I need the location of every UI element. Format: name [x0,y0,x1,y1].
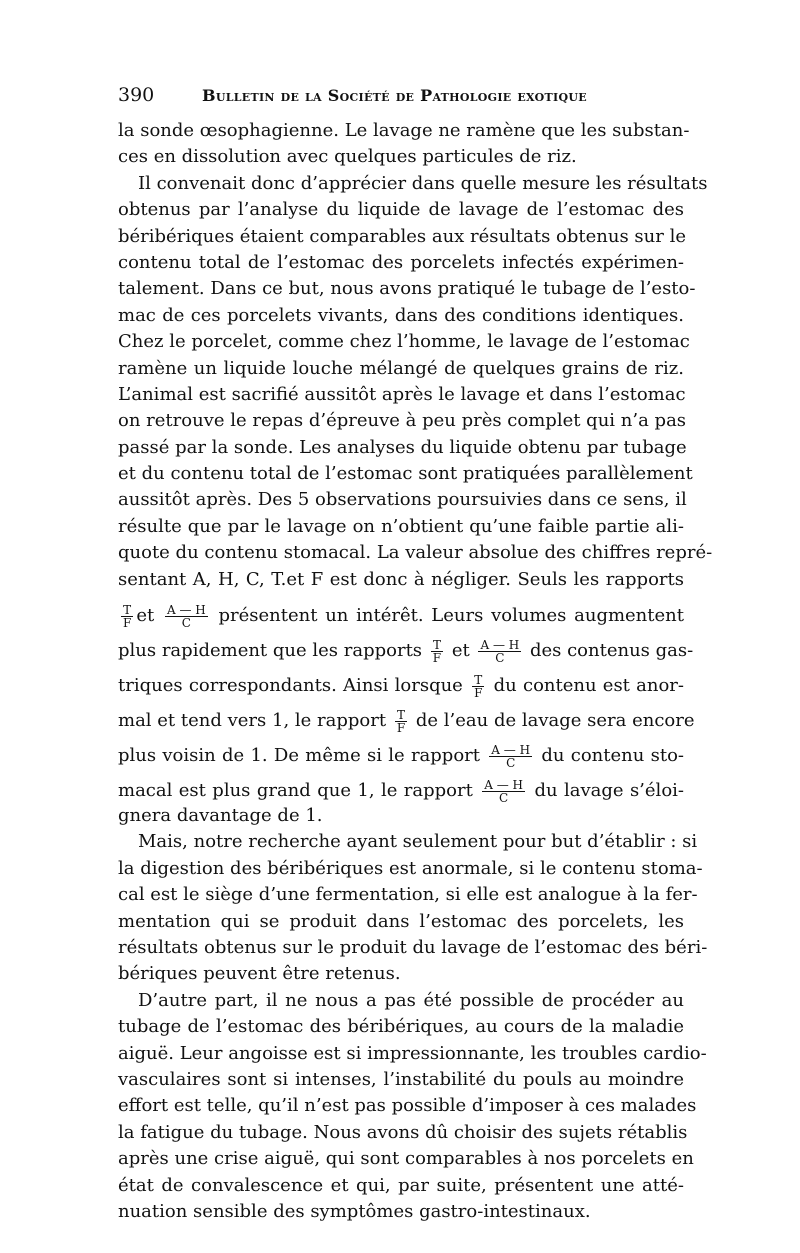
text-line: bériques peuvent être retenus. [118,963,401,985]
text-line: tubage de l’estomac des béribériques, au cours de la maladie [118,1016,684,1038]
text-line: résultats obtenus sur le produit du lavage de l’estomac des béri- [118,936,708,958]
text-line: aiguë. Leur angoisse est si impressionnante, les troubles cardio- [118,1042,707,1064]
text-line: gnera davantage de 1. [118,805,323,827]
page-number: 390 [118,84,155,106]
text-line: état de convalescence et qui, par suite, présentent une atté- [118,1174,684,1196]
text-line: et du contenu total de l’estomac sont pratiquées parallèlement [118,463,693,485]
fraction-t-f: $\frac{T}{F}$ [396,707,406,735]
text-line: la sonde œsophagienne. Le lavage ne ramène que les substan- [118,120,690,141]
text-line: macal est plus grand que 1, le rapport $\frac{A — H}{C}$ du lavage s’éloi- [118,777,684,805]
fraction-t-f: $\frac{T}{F}$ [432,637,442,665]
text-line: contenu total de l’estomac des porcelets infectés expérimen- [118,251,684,273]
text-line: la fatigue du tubage. Nous avons dû choisir des sujets rétablis [118,1121,688,1143]
fraction-ah-c: $\frac{A — H}{C}$ [166,602,206,630]
text-line: L’animal est sacrifié aussitôt après le lavage et dans l’estomac [118,383,686,405]
fraction-t-f: $\frac{T}{F}$ [474,672,483,700]
running-head: Bulletin de la Société de Pathologie exotique [202,86,587,105]
text-line: plus rapidement que les rapports $\frac{T}{F}$ et $\frac{A — H}{C}$ des contenus gas- [118,637,694,665]
text-line: vasculaires sont si intenses, l’instabilité du pouls au moindre [118,1068,684,1090]
fraction-ah-c: $\frac{A — H}{C}$ [491,742,531,770]
text-line: effort est telle, qu’il n’est pas possible d’imposer à ces malades [118,1095,697,1117]
text-line: Mais, notre recherche ayant seulement pour but d’établir : si [138,831,698,853]
text-line: mac de ces porcelets vivants, dans des conditions identiques. [118,304,684,326]
text-line: béribériques étaient comparables aux résultats obtenus sur le [118,225,686,247]
text-line: la digestion des béribériques est anormale, si le contenu stoma- [118,857,703,879]
page-header [118,84,684,114]
text-line: nuation sensible des symptômes gastro-intestinaux. [118,1200,591,1222]
text-line: mentation qui se produit dans l’estomac des porcelets, les [118,910,684,932]
fraction-t-f: $\frac{T}{F}$ [123,602,132,630]
text-line: D’autre part, il ne nous a pas été possible de procéder au [138,989,684,1011]
text-line: ces en dissolution avec quelques particules de riz. [118,146,577,168]
text-line: talement. Dans ce but, nous avons pratiqué le tubage de l’esto- [118,278,696,300]
text-line: on retrouve le repas d’épreuve à peu près complet qui n’a pas [118,410,687,432]
text-line: passé par la sonde. Les analyses du liquide obtenu par tubage [118,436,687,458]
text-line: cal est le siège d’une fermentation, si elle est analogue à la fer- [118,884,698,906]
fraction-ah-c: $\frac{A — H}{C}$ [484,777,524,805]
fraction-ah-c: $\frac{A — H}{C}$ [480,637,520,665]
text-line: sentant A, H, C, T.et F est donc à négliger. Seuls les rapports [118,568,684,590]
text-line: quote du contenu stomacal. La valeur absolue des chiffres repré- [118,542,713,564]
text-line: résulte que par le lavage on n’obtient qu’une faible partie ali- [118,515,684,537]
text-line: obtenus par l’analyse du liquide de lavage de l’estomac des [118,199,684,221]
text-line: mal et tend vers 1, le rapport $\frac{T}{F}$ de l’eau de lavage sera encore [118,707,695,735]
text-line: aussitôt après. Des 5 observations poursuivies dans ce sens, il [118,489,687,511]
text-line: plus voisin de 1. De même si le rapport $\frac{A — H}{C}$ du contenu sto- [118,742,684,770]
text-line: ramène un liquide louche mélangé de quelques grains de riz. [118,357,684,379]
text-line: Il convenait donc d’apprécier dans quelle mesure les résultats [138,172,708,194]
text-line: triques correspondants. Ainsi lorsque $\frac{T}{F}$ du contenu est anor- [118,672,684,700]
text-line: après une crise aiguë, qui sont comparables à nos porcelets en [118,1148,694,1170]
text-line: Chez le porcelet, comme chez l’homme, le lavage de l’estomac [118,331,690,353]
body-text [118,118,713,1225]
text-line: $\frac{T}{F}$ et $\frac{A — H}{C}$ présentent un intérêt. Leurs volumes augmentent [123,602,684,630]
